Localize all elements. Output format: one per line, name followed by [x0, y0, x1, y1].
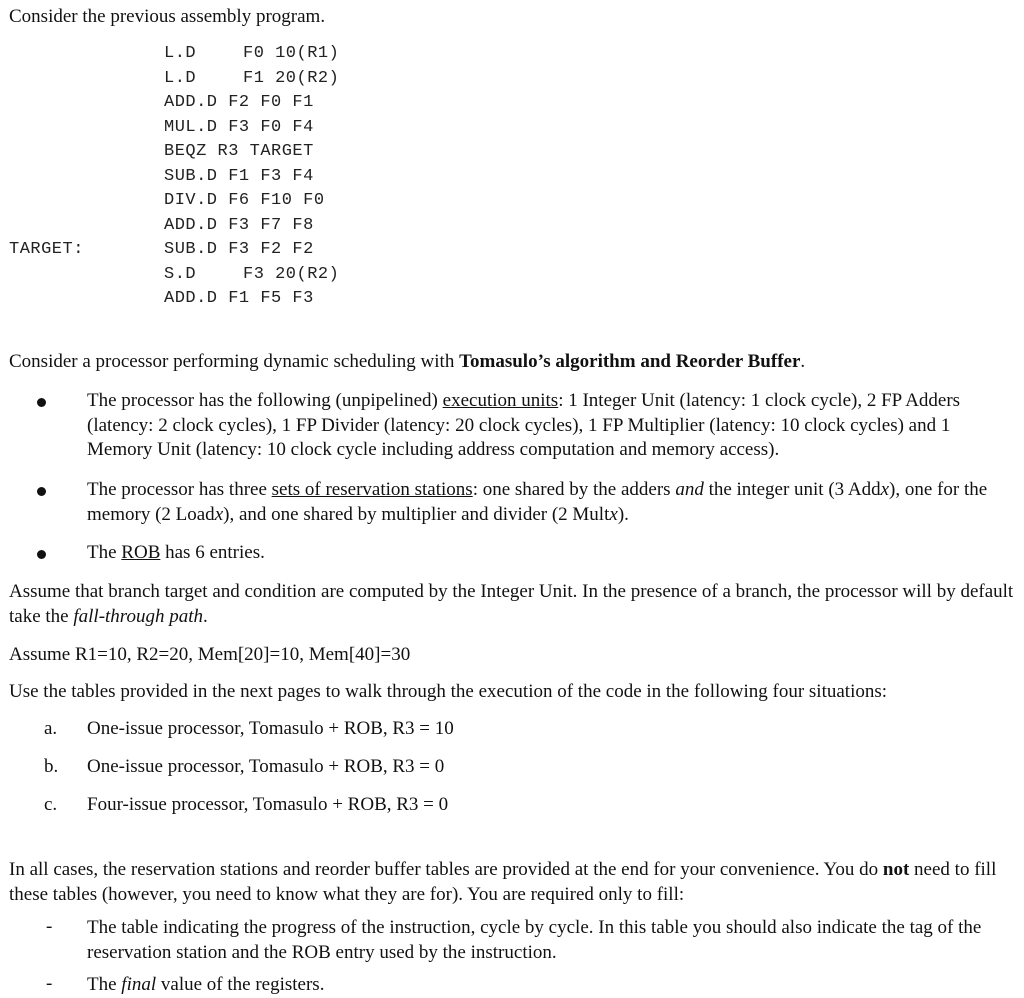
code-line: BEQZ R3 TARGET [164, 142, 314, 161]
code-line: ADD.D F2 F0 F1 [164, 93, 314, 112]
final-paragraph: In all cases, the reservation stations and reorder buffer tables are provided at the end for your convenience. You do not need to fill these tables (however, you need to know what they are for). You are required only to fill: [9, 859, 997, 905]
bullet-rob: The ROB has 6 entries. [87, 542, 265, 563]
code-line: ADD.D F1 F5 F3 [164, 289, 314, 308]
bullet-icon [37, 487, 46, 496]
bullet-reservation-stations: The processor has three sets of reservation stations: one shared by the adders and the integer unit (3 Addx), one for the memory (2 Loadx), and one shared by multiplier and divider (2 Multx). [87, 479, 988, 525]
code-line: DIV.D F6 F10 F0 [164, 191, 325, 210]
dash-item-final-registers: The final value of the registers. [87, 974, 325, 995]
bullet-icon [37, 550, 46, 559]
dash-mark: - [46, 973, 53, 994]
case-text: One-issue processor, Tomasulo + ROB, R3 = 10 [87, 718, 454, 739]
code-line: S.D F3 20(R2) [164, 264, 340, 284]
processor-paragraph: Consider a processor performing dynamic scheduling with Tomasulo’s algorithm and Reorder Buffer. [9, 351, 806, 372]
use-tables-paragraph: Use the tables provided in the next pages to walk through the execution of the code in the following four situations: [9, 681, 888, 702]
dash-item-progress-table: The table indicating the progress of the instruction, cycle by cycle. In this table you should also indicate the tag of the reservation station and the ROB entry used by the instruction. [87, 917, 982, 963]
code-label-target: TARGET: [9, 240, 84, 259]
case-label: c. [44, 794, 58, 815]
branch-paragraph: Assume that branch target and condition are computed by the Integer Unit. In the presence of a branch, the processor will by default take the fall-through path. [9, 581, 1014, 627]
case-text: One-issue processor, Tomasulo + ROB, R3 = 0 [87, 756, 445, 777]
code-line: L.D F0 10(R1) [164, 44, 340, 63]
bullet-execution-units: The processor has the following (unpipelined) execution units: 1 Integer Unit (latency: 1 clock cycle), 2 FP Adders (latency: 2 clock cycles), 1 FP Divider (latency: 20 clock cycles), 1 FP Multiplier (latency: 10 clock cycles) and 1 Memory Unit (latency: 10 clock cycle including address computation and memory access). [87, 390, 961, 460]
code-line: L.D F1 20(R2) [164, 68, 340, 88]
case-text: Four-issue processor, Tomasulo + ROB, R3 = 0 [87, 794, 449, 815]
code-line: ADD.D F3 F7 F8 [164, 215, 314, 235]
intro-text: Consider the previous assembly program. [9, 6, 326, 27]
bullet-icon [37, 398, 46, 407]
case-label: a. [44, 718, 58, 739]
code-line: SUB.D F1 F3 F4 [164, 166, 314, 186]
case-label: b. [44, 756, 59, 777]
assume-registers: Assume R1=10, R2=20, Mem[20]=10, Mem[40]=30 [9, 644, 411, 665]
code-line: SUB.D F3 F2 F2 [164, 240, 314, 259]
code-line: MUL.D F3 F0 F4 [164, 117, 314, 137]
dash-mark: - [46, 916, 53, 937]
